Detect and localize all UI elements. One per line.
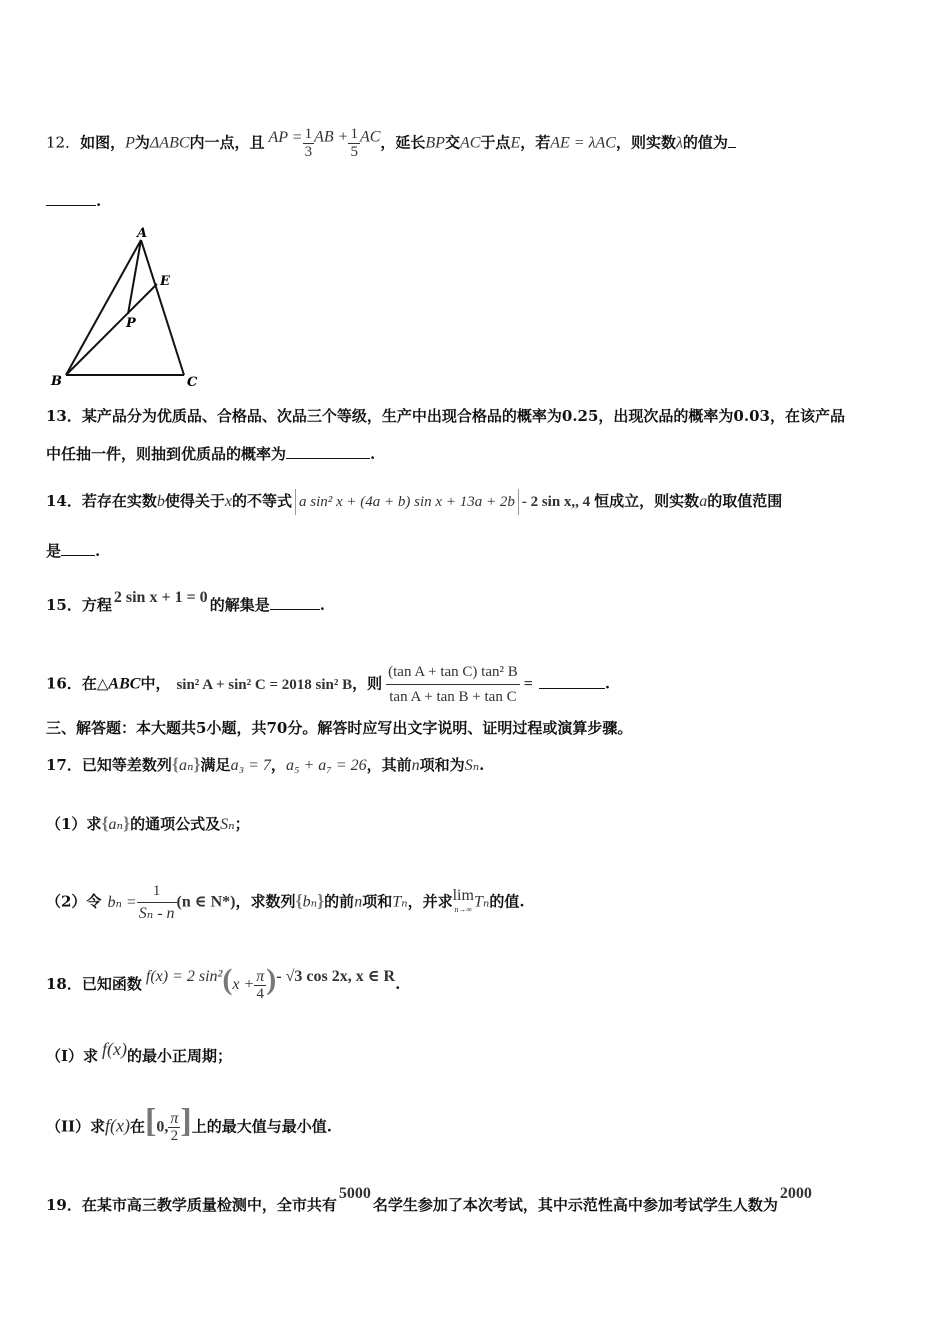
section-heading: 三、解答题：本大题共5小题，共70分。解答时应写出文字说明、证明过程或演算步骤。 — [46, 719, 633, 737]
fraction-pi-over-2: $\frac{\pi}{2}$ — [170, 1110, 179, 1144]
abs-bar-left — [295, 489, 296, 515]
question-17-part1: （1）求{aₙ}的通项公式及Sₙ； — [46, 813, 250, 833]
segment-ac — [141, 240, 184, 375]
question-17: 17．已知等差数列{aₙ}满足a₃ = 7，a₅ + a₇ = 26，其前n项和为Sₙ. — [46, 754, 485, 774]
segment-be — [66, 284, 157, 375]
question-17-part2: （2）令 bₙ = $\frac{1}{\text{Sₙ - n}}$ (n ∈ N*)，求数列{bₙ}的前n项和Tₙ，并求 lim n→∞ Tₙ的值. — [46, 880, 920, 925]
question-15: 15．方程 2 sin x + 1 = 0 的解集是 . — [46, 589, 325, 614]
answer-blank-14[interactable] — [61, 541, 95, 556]
triangle-figure — [44, 222, 214, 392]
question-13: 13．某产品分为优质品、合格品、次品三个等级，生产中出现合格品的概率为0.25，出现次品的概率为0.03，在该产品 — [46, 407, 845, 425]
label-e: E — [160, 274, 170, 289]
fraction-one-third: $\frac{1}{3}$ — [304, 126, 313, 160]
question-16: 16．在△ABC中， sin² A + sin² C = 2018 sin² B，则 $\frac{\text{(tan A + tan C) tan² B}}{\text{tan A + tan B + tan C}}$ = . — [46, 660, 920, 709]
label-b: B — [51, 374, 62, 389]
fraction-tan-expression: $\frac{\text{(tan A + tan C) tan² B}}{\text{tan A + tan B + tan C}}$ — [386, 660, 520, 709]
abs-bar-right — [518, 489, 519, 515]
fraction-one-fifth: $\frac{1}{5}$ — [350, 126, 358, 160]
question-14-line2: 是 . — [46, 542, 101, 560]
label-c: C — [187, 375, 198, 390]
label-p: P — [126, 316, 136, 331]
fraction-pi-over-4: $\frac{\pi}{4}$ — [256, 967, 265, 1002]
question-13-line2: 中任抽一件，则抽到优质品的概率为 . — [46, 445, 376, 463]
label-a: A — [137, 226, 148, 241]
question-18-part1: （I）求 f(x)的最小正周期； — [46, 1039, 233, 1065]
question-18: 18．已知函数 f(x) = 2 sin²(x + $\frac{\pi}{4}$ )- √3 cos 2x, x ∈ R. — [46, 963, 401, 1002]
fraction-bn: $\frac{1}{\text{Sₙ - n}}$ — [137, 880, 177, 925]
question-14: 14．若存在实数b使得关于x的不等式 a sin² x + (4a + b) sin x + 13a + 2b - 2 sin x,, 4 恒成立，则实数a的取值范围 — [46, 489, 920, 515]
answer-blank-16[interactable] — [539, 674, 605, 689]
question-12: 12．如图，P为ΔABC内一点，且 AP = $\frac{1}{3}$ AB + $\frac{1}{5}$ AC，延长BP交AC于点E，若AE = λAC，则实数λ的值为 — [46, 126, 920, 161]
answer-blank-12a[interactable] — [728, 133, 736, 148]
question-18-part2: （II）求f(x)在[0, $\frac{\pi}{2}$ ]上的最大值与最小值. — [46, 1102, 332, 1144]
answer-blank-15[interactable] — [270, 595, 320, 610]
answer-blank-13[interactable] — [286, 444, 370, 459]
question-19: 19．在某市高三教学质量检测中，全市共有5000名学生参加了本次考试，其中示范性高中参加考试学生人数为2000 — [46, 1185, 812, 1214]
question-12-line2: . — [46, 190, 920, 212]
answer-blank-12b[interactable] — [46, 191, 96, 206]
limit-operator: lim n→∞ — [452, 886, 474, 914]
